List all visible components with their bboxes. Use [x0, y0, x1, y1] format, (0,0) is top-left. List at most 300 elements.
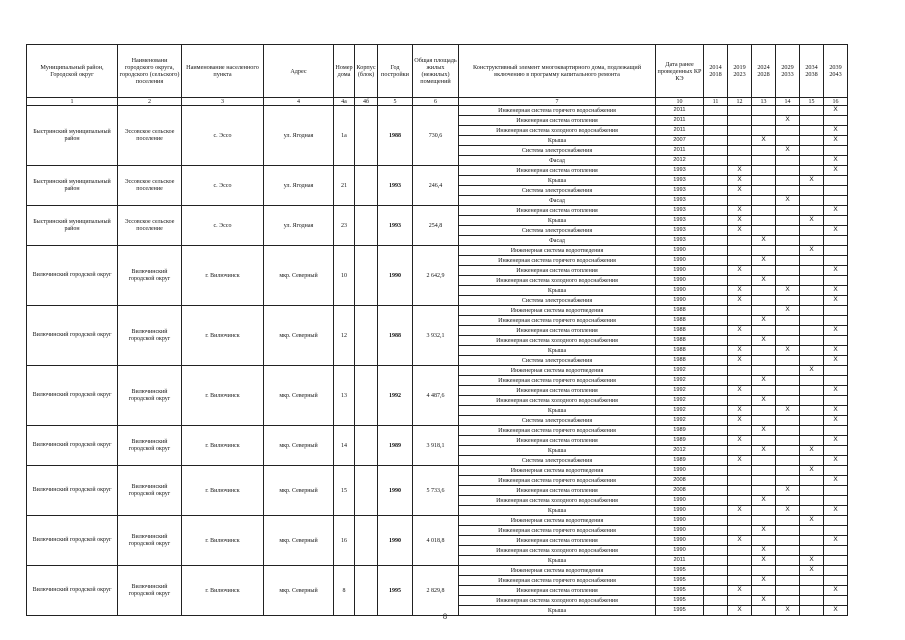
previous-date-cell: 1990 — [656, 276, 704, 286]
previous-date-cell: 2008 — [656, 486, 704, 496]
header-block: Корпус (блок) — [355, 45, 378, 98]
period-mark-cell — [776, 226, 800, 236]
period-mark-cell — [776, 316, 800, 326]
period-mark-cell: X — [800, 466, 824, 476]
period-mark-cell — [824, 376, 848, 386]
element-cell: Инженерная система отопления — [459, 206, 656, 216]
settlement-cell: Вилючинский городской округ — [118, 366, 182, 426]
period-mark-cell: X — [776, 286, 800, 296]
previous-date-cell: 1993 — [656, 166, 704, 176]
address-cell: ул. Ягодная — [264, 166, 334, 206]
period-mark-cell — [752, 186, 776, 196]
period-mark-cell — [704, 536, 728, 546]
period-mark-cell: X — [752, 316, 776, 326]
period-mark-cell: X — [824, 326, 848, 336]
period-mark-cell — [800, 126, 824, 136]
period-mark-cell — [824, 366, 848, 376]
element-cell: Крыша — [459, 556, 656, 566]
period-mark-cell — [752, 386, 776, 396]
element-cell: Инженерная система горячего водоснабжения — [459, 476, 656, 486]
house-number-cell: 8 — [334, 566, 355, 616]
element-cell: Инженерная система водоотведения — [459, 516, 656, 526]
previous-date-cell: 1990 — [656, 286, 704, 296]
period-mark-cell — [704, 526, 728, 536]
period-mark-cell — [728, 426, 752, 436]
district-cell: Быстринский муниципальный район — [27, 206, 118, 246]
period-mark-cell: X — [752, 556, 776, 566]
header-district: Муниципальный район, Городской округ — [27, 45, 118, 98]
header-house-number: Номер дома — [334, 45, 355, 98]
element-cell: Инженерная система отопления — [459, 116, 656, 126]
period-mark-cell: X — [800, 216, 824, 226]
period-mark-cell: X — [824, 156, 848, 166]
period-mark-cell — [800, 496, 824, 506]
period-mark-cell — [728, 246, 752, 256]
period-mark-cell — [704, 216, 728, 226]
period-mark-cell — [704, 196, 728, 206]
period-mark-cell — [776, 416, 800, 426]
period-mark-cell: X — [800, 566, 824, 576]
house-number-cell: 13 — [334, 366, 355, 426]
period-mark-cell: X — [800, 246, 824, 256]
period-mark-cell — [800, 396, 824, 406]
period-mark-cell — [800, 356, 824, 366]
locality-cell: г. Вилючинск — [182, 566, 264, 616]
previous-date-cell: 1995 — [656, 596, 704, 606]
previous-date-cell: 1990 — [656, 516, 704, 526]
period-mark-cell — [752, 456, 776, 466]
period-mark-cell — [800, 476, 824, 486]
period-mark-cell — [704, 186, 728, 196]
period-mark-cell — [728, 366, 752, 376]
element-cell: Инженерная система холодного водоснабжения — [459, 596, 656, 606]
table-row — [27, 306, 848, 316]
period-mark-cell — [704, 246, 728, 256]
period-mark-cell — [776, 436, 800, 446]
period-mark-cell — [776, 136, 800, 146]
period-mark-cell — [704, 296, 728, 306]
period-mark-cell — [752, 606, 776, 616]
column-number-row — [27, 98, 848, 106]
period-mark-cell — [728, 446, 752, 456]
period-mark-cell — [776, 546, 800, 556]
period-mark-cell — [752, 486, 776, 496]
period-mark-cell — [776, 556, 800, 566]
period-mark-cell: X — [824, 296, 848, 306]
period-mark-cell — [800, 386, 824, 396]
table-row — [27, 206, 848, 216]
period-mark-cell — [728, 336, 752, 346]
period-mark-cell — [704, 356, 728, 366]
table-row — [27, 366, 848, 376]
period-mark-cell: X — [776, 196, 800, 206]
previous-date-cell: 1989 — [656, 436, 704, 446]
previous-date-cell: 1995 — [656, 586, 704, 596]
settlement-cell: Вилючинский городской округ — [118, 426, 182, 466]
period-mark-cell — [704, 446, 728, 456]
col-number: 2 — [118, 98, 182, 106]
period-mark-cell — [800, 526, 824, 536]
period-mark-cell — [800, 506, 824, 516]
period-mark-cell: X — [728, 266, 752, 276]
period-mark-cell — [776, 536, 800, 546]
previous-date-cell: 1990 — [656, 506, 704, 516]
period-mark-cell: X — [824, 506, 848, 516]
period-mark-cell: X — [728, 356, 752, 366]
district-cell: Вилючинский городской округ — [27, 246, 118, 306]
period-mark-cell — [728, 566, 752, 576]
period-mark-cell — [728, 236, 752, 246]
period-mark-cell — [704, 266, 728, 276]
element-cell: Крыша — [459, 606, 656, 616]
period-mark-cell — [704, 126, 728, 136]
period-mark-cell: X — [824, 436, 848, 446]
element-cell: Инженерная система отопления — [459, 486, 656, 496]
period-mark-cell — [704, 426, 728, 436]
period-mark-cell — [800, 146, 824, 156]
period-mark-cell — [752, 176, 776, 186]
element-cell: Крыша — [459, 216, 656, 226]
previous-date-cell: 1992 — [656, 396, 704, 406]
header-period-2024: 2024 2028 — [752, 45, 776, 98]
period-mark-cell: X — [752, 336, 776, 346]
period-mark-cell — [704, 106, 728, 116]
locality-cell: г. Вилючинск — [182, 366, 264, 426]
house-number-cell: 12 — [334, 306, 355, 366]
table-row — [27, 516, 848, 526]
period-mark-cell: X — [800, 176, 824, 186]
element-cell: Система электроснабжения — [459, 186, 656, 196]
period-mark-cell — [800, 586, 824, 596]
element-cell: Инженерная система холодного водоснабжения — [459, 276, 656, 286]
period-mark-cell — [752, 306, 776, 316]
period-mark-cell — [824, 316, 848, 326]
period-mark-cell: X — [728, 436, 752, 446]
block-cell — [355, 516, 378, 566]
col-number: 7 — [459, 98, 656, 106]
district-cell: Быстринский муниципальный район — [27, 166, 118, 206]
previous-date-cell: 1989 — [656, 456, 704, 466]
period-mark-cell — [704, 416, 728, 426]
period-mark-cell — [824, 336, 848, 346]
previous-date-cell: 1990 — [656, 256, 704, 266]
period-mark-cell — [776, 386, 800, 396]
period-mark-cell — [800, 316, 824, 326]
previous-date-cell: 1988 — [656, 316, 704, 326]
period-mark-cell — [704, 406, 728, 416]
period-mark-cell — [752, 406, 776, 416]
period-mark-cell: X — [728, 386, 752, 396]
period-mark-cell — [800, 456, 824, 466]
settlement-cell: Вилючинский городской округ — [118, 516, 182, 566]
element-cell: Система электроснабжения — [459, 416, 656, 426]
period-mark-cell: X — [776, 506, 800, 516]
period-mark-cell — [824, 596, 848, 606]
element-cell: Крыша — [459, 406, 656, 416]
previous-date-cell: 2011 — [656, 106, 704, 116]
col-number: 4a — [334, 98, 355, 106]
period-mark-cell: X — [824, 536, 848, 546]
header-settlement: Наименовани городского округа, городского (сельского) поселения — [118, 45, 182, 98]
period-mark-cell — [728, 376, 752, 386]
period-mark-cell — [704, 556, 728, 566]
period-mark-cell — [800, 136, 824, 146]
table-row — [27, 566, 848, 576]
period-mark-cell — [728, 496, 752, 506]
period-mark-cell — [776, 326, 800, 336]
element-cell: Система электроснабжения — [459, 356, 656, 366]
period-mark-cell — [704, 326, 728, 336]
period-mark-cell — [704, 376, 728, 386]
col-number: 1 — [27, 98, 118, 106]
period-mark-cell: X — [728, 606, 752, 616]
period-mark-cell: X — [728, 456, 752, 466]
period-mark-cell — [776, 586, 800, 596]
period-mark-cell: X — [752, 426, 776, 436]
period-mark-cell — [800, 286, 824, 296]
period-mark-cell — [704, 286, 728, 296]
area-cell: 5 733,6 — [413, 466, 459, 516]
period-mark-cell: X — [776, 116, 800, 126]
period-mark-cell — [704, 366, 728, 376]
period-mark-cell — [776, 356, 800, 366]
element-cell: Крыша — [459, 176, 656, 186]
period-mark-cell: X — [728, 406, 752, 416]
period-mark-cell — [800, 596, 824, 606]
area-cell: 2 642,9 — [413, 246, 459, 306]
period-mark-cell: X — [728, 176, 752, 186]
element-cell: Фасад — [459, 196, 656, 206]
previous-date-cell: 1988 — [656, 346, 704, 356]
element-cell: Инженерная система отопления — [459, 266, 656, 276]
period-mark-cell — [752, 476, 776, 486]
year-cell: 1990 — [378, 516, 413, 566]
col-number: 14 — [776, 98, 800, 106]
period-mark-cell — [752, 516, 776, 526]
block-cell — [355, 166, 378, 206]
period-mark-cell — [800, 576, 824, 586]
period-mark-cell — [776, 186, 800, 196]
period-mark-cell — [824, 466, 848, 476]
period-mark-cell — [728, 146, 752, 156]
element-cell: Инженерная система горячего водоснабжения — [459, 576, 656, 586]
previous-date-cell: 1990 — [656, 546, 704, 556]
period-mark-cell — [704, 466, 728, 476]
period-mark-cell: X — [824, 166, 848, 176]
settlement-cell: Вилючинский городской округ — [118, 466, 182, 516]
area-cell: 4 487,6 — [413, 366, 459, 426]
locality-cell: г. Вилючинск — [182, 516, 264, 566]
period-mark-cell: X — [728, 536, 752, 546]
element-cell: Инженерная система водоотведения — [459, 366, 656, 376]
header-previous-date: Дата ранее проведенных КР КЭ — [656, 45, 704, 98]
period-mark-cell — [800, 406, 824, 416]
period-mark-cell: X — [752, 376, 776, 386]
period-mark-cell — [776, 156, 800, 166]
period-mark-cell: X — [728, 186, 752, 196]
period-mark-cell — [704, 496, 728, 506]
house-number-cell: 14 — [334, 426, 355, 466]
period-mark-cell — [776, 446, 800, 456]
period-mark-cell — [824, 306, 848, 316]
period-mark-cell — [752, 416, 776, 426]
period-mark-cell: X — [776, 346, 800, 356]
period-mark-cell — [824, 576, 848, 586]
period-mark-cell — [728, 316, 752, 326]
period-mark-cell — [776, 106, 800, 116]
previous-date-cell: 1993 — [656, 226, 704, 236]
element-cell: Инженерная система горячего водоснабжения — [459, 426, 656, 436]
previous-date-cell: 1992 — [656, 386, 704, 396]
period-mark-cell — [824, 116, 848, 126]
period-mark-cell — [800, 156, 824, 166]
element-cell: Система электроснабжения — [459, 296, 656, 306]
period-mark-cell — [824, 516, 848, 526]
period-mark-cell: X — [800, 446, 824, 456]
col-number: 10 — [656, 98, 704, 106]
element-cell: Инженерная система горячего водоснабжения — [459, 256, 656, 266]
period-mark-cell — [752, 296, 776, 306]
period-mark-cell — [824, 216, 848, 226]
period-mark-cell — [752, 566, 776, 576]
period-mark-cell: X — [776, 306, 800, 316]
year-cell: 1989 — [378, 426, 413, 466]
period-mark-cell — [752, 196, 776, 206]
previous-date-cell: 1995 — [656, 576, 704, 586]
period-mark-cell: X — [752, 256, 776, 266]
period-mark-cell — [728, 486, 752, 496]
element-cell: Крыша — [459, 346, 656, 356]
period-mark-cell — [776, 296, 800, 306]
period-mark-cell — [800, 336, 824, 346]
period-mark-cell — [704, 236, 728, 246]
period-mark-cell — [704, 346, 728, 356]
area-cell: 246,4 — [413, 166, 459, 206]
table-row — [27, 426, 848, 436]
period-mark-cell — [704, 146, 728, 156]
period-mark-cell — [800, 426, 824, 436]
table-body — [27, 45, 848, 616]
element-cell: Инженерная система отопления — [459, 386, 656, 396]
period-mark-cell — [776, 466, 800, 476]
previous-date-cell: 2008 — [656, 476, 704, 486]
period-mark-cell — [800, 116, 824, 126]
period-mark-cell — [752, 226, 776, 236]
period-mark-cell — [752, 436, 776, 446]
period-mark-cell — [824, 236, 848, 246]
address-cell: мкр. Северный — [264, 466, 334, 516]
col-number: 4 — [264, 98, 334, 106]
header-address: Адрес — [264, 45, 334, 98]
element-cell: Фасад — [459, 156, 656, 166]
period-mark-cell — [776, 256, 800, 266]
element-cell: Инженерная система водоотведения — [459, 246, 656, 256]
previous-date-cell: 1995 — [656, 566, 704, 576]
period-mark-cell — [752, 536, 776, 546]
period-mark-cell — [800, 346, 824, 356]
period-mark-cell — [800, 106, 824, 116]
previous-date-cell: 2012 — [656, 446, 704, 456]
period-mark-cell: X — [800, 516, 824, 526]
table-row — [27, 466, 848, 476]
period-mark-cell — [728, 596, 752, 606]
previous-date-cell: 1993 — [656, 186, 704, 196]
previous-date-cell: 1988 — [656, 336, 704, 346]
year-cell: 1988 — [378, 306, 413, 366]
period-mark-cell — [776, 336, 800, 346]
block-cell — [355, 206, 378, 246]
year-cell: 1993 — [378, 206, 413, 246]
locality-cell: с. Эссо — [182, 106, 264, 166]
period-mark-cell — [800, 236, 824, 246]
house-number-cell: 23 — [334, 206, 355, 246]
period-mark-cell — [776, 576, 800, 586]
period-mark-cell — [704, 546, 728, 556]
period-mark-cell — [776, 496, 800, 506]
period-mark-cell: X — [752, 136, 776, 146]
period-mark-cell — [752, 326, 776, 336]
year-cell: 1990 — [378, 246, 413, 306]
period-mark-cell — [776, 166, 800, 176]
period-mark-cell — [728, 126, 752, 136]
period-mark-cell — [776, 266, 800, 276]
block-cell — [355, 366, 378, 426]
period-mark-cell — [824, 556, 848, 566]
previous-date-cell: 1990 — [656, 246, 704, 256]
period-mark-cell: X — [776, 606, 800, 616]
period-mark-cell: X — [728, 586, 752, 596]
period-mark-cell — [752, 166, 776, 176]
block-cell — [355, 106, 378, 166]
period-mark-cell — [728, 546, 752, 556]
period-mark-cell — [728, 556, 752, 566]
previous-date-cell: 2011 — [656, 556, 704, 566]
period-mark-cell — [800, 486, 824, 496]
period-mark-cell — [752, 466, 776, 476]
settlement-cell: Эссовское сельское поселение — [118, 166, 182, 206]
period-mark-cell — [776, 366, 800, 376]
locality-cell: г. Вилючинск — [182, 466, 264, 516]
block-cell — [355, 426, 378, 466]
element-cell: Инженерная система холодного водоснабжения — [459, 126, 656, 136]
period-mark-cell — [824, 496, 848, 506]
col-number: 5 — [378, 98, 413, 106]
period-mark-cell — [776, 216, 800, 226]
period-mark-cell: X — [824, 416, 848, 426]
period-mark-cell — [704, 206, 728, 216]
period-mark-cell — [824, 176, 848, 186]
previous-date-cell: 1993 — [656, 236, 704, 246]
period-mark-cell: X — [752, 396, 776, 406]
element-cell: Инженерная система горячего водоснабжения — [459, 526, 656, 536]
period-mark-cell: X — [824, 386, 848, 396]
address-cell: ул. Ягодная — [264, 206, 334, 246]
element-cell: Крыша — [459, 286, 656, 296]
period-mark-cell: X — [824, 286, 848, 296]
period-mark-cell: X — [800, 366, 824, 376]
address-cell: мкр. Северный — [264, 246, 334, 306]
period-mark-cell: X — [824, 226, 848, 236]
period-mark-cell: X — [752, 236, 776, 246]
previous-date-cell: 1988 — [656, 306, 704, 316]
block-cell — [355, 466, 378, 516]
element-cell: Система электроснабжения — [459, 456, 656, 466]
period-mark-cell — [728, 276, 752, 286]
table-row — [27, 246, 848, 256]
table-row — [27, 166, 848, 176]
period-mark-cell — [752, 506, 776, 516]
period-mark-cell: X — [824, 126, 848, 136]
